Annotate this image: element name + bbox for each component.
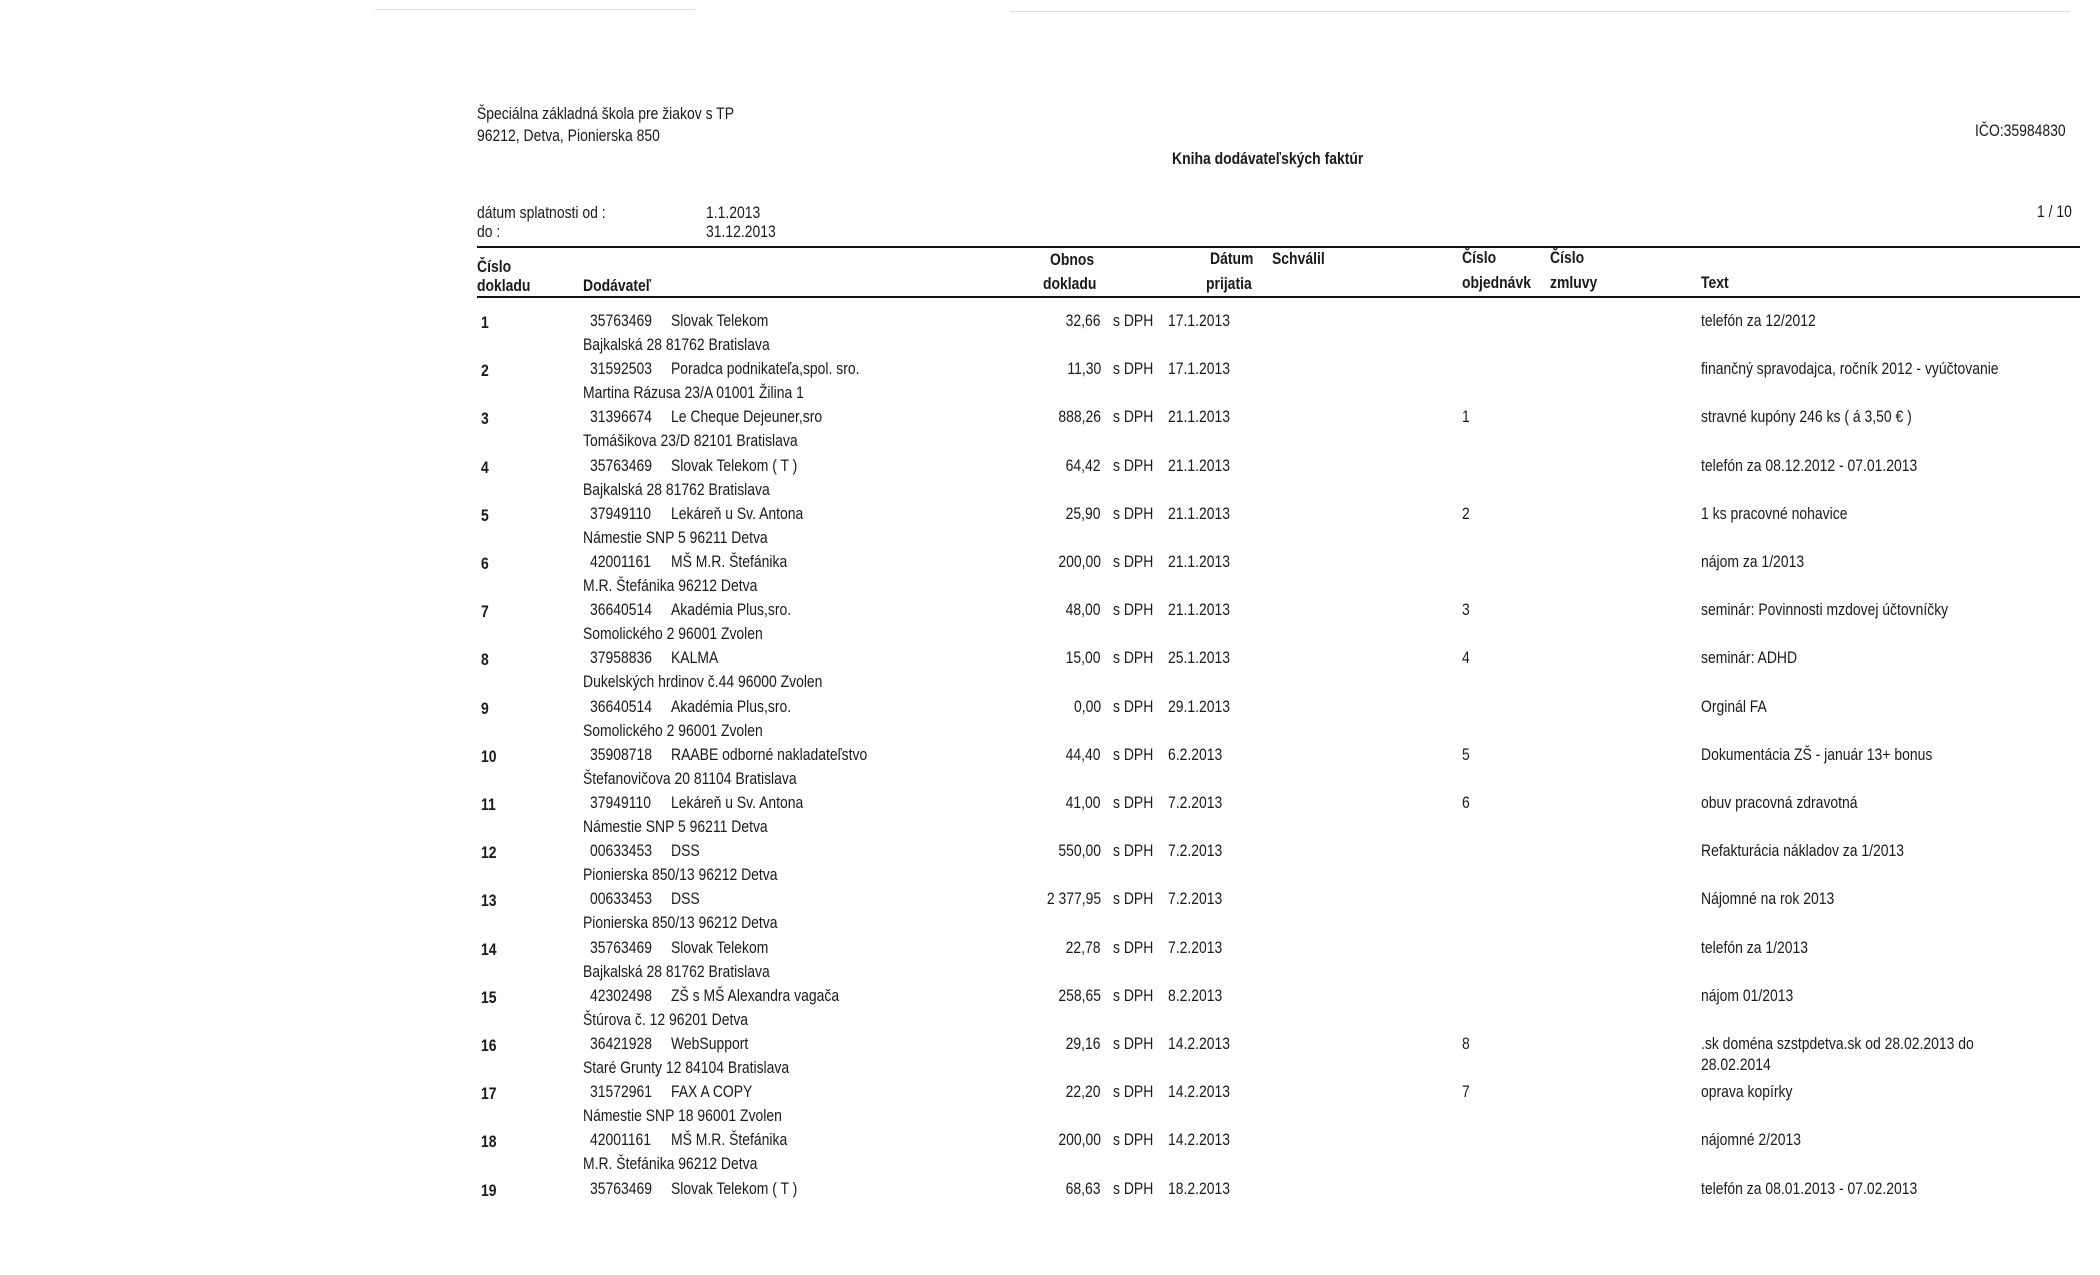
row-number: 6 — [481, 554, 489, 573]
page-number: 1 / 10 — [2037, 202, 2072, 221]
row-number: 1 — [481, 313, 489, 332]
amount: 258,65 — [1058, 986, 1101, 1005]
receipt-date: 21.1.2013 — [1168, 407, 1231, 426]
receipt-date: 25.1.2013 — [1168, 648, 1231, 667]
supplier-ico: 35763469 — [590, 938, 653, 957]
description-text: Orginál FA — [1701, 697, 1767, 716]
supplier-address: Pionierska 850/13 96212 Detva — [583, 913, 778, 932]
vat-flag: s DPH — [1113, 407, 1154, 426]
receipt-date: 8.2.2013 — [1168, 986, 1223, 1005]
supplier-address: Dukelských hrdinov č.44 96000 Zvolen — [583, 672, 823, 691]
scan-artifact-line — [1010, 11, 2070, 12]
description-text: nájomné 2/2013 — [1701, 1130, 1801, 1149]
amount: 200,00 — [1058, 1130, 1101, 1149]
supplier-address: Martina Rázusa 23/A 01001 Žilina 1 — [583, 383, 804, 402]
amount: 0,00 — [1073, 697, 1101, 716]
supplier-name: Le Cheque Dejeuner,sro — [671, 407, 823, 426]
description-text: Refakturácia nákladov za 1/2013 — [1701, 841, 1905, 860]
supplier-name: Slovak Telekom ( T ) — [671, 456, 798, 475]
supplier-name: Akadémia Plus,sro. — [671, 600, 792, 619]
supplier-address: Štúrova č. 12 96201 Detva — [583, 1010, 749, 1029]
supplier-name: Lekáreň u Sv. Antona — [671, 793, 804, 812]
receipt-date: 14.2.2013 — [1168, 1130, 1231, 1149]
receipt-date: 21.1.2013 — [1168, 456, 1231, 475]
supplier-ico: 31396674 — [590, 407, 653, 426]
amount: 200,00 — [1058, 552, 1101, 571]
page-title: Kniha dodávateľských faktúr — [1172, 149, 1364, 168]
vat-flag: s DPH — [1113, 504, 1154, 523]
row-number: 15 — [481, 988, 497, 1007]
amount: 11,30 — [1067, 359, 1101, 378]
amount: 22,78 — [1066, 938, 1101, 957]
description-text: nájom 01/2013 — [1701, 986, 1794, 1005]
amount: 15,00 — [1066, 648, 1101, 667]
vat-flag: s DPH — [1113, 1130, 1154, 1149]
col-header-dokladu: dokladu — [477, 276, 531, 295]
supplier-name: Slovak Telekom ( T ) — [671, 1179, 798, 1198]
amount: 29,16 — [1066, 1034, 1101, 1053]
supplier-ico: 37949110 — [590, 793, 651, 812]
vat-flag: s DPH — [1113, 456, 1154, 475]
supplier-address: M.R. Štefánika 96212 Detva — [583, 576, 758, 595]
col-header-objednavk: objednávk — [1462, 273, 1531, 292]
order-number: 1 — [1462, 407, 1470, 426]
supplier-ico: 00633453 — [590, 889, 653, 908]
row-number: 7 — [481, 602, 489, 621]
receipt-date: 7.2.2013 — [1168, 793, 1223, 812]
supplier-name: Akadémia Plus,sro. — [671, 697, 792, 716]
col-header-cislo: Číslo — [477, 257, 512, 276]
col-header-dodavatel: Dodávateľ — [583, 276, 652, 295]
description-text: seminár: Povinnosti mzdovej účtovníčky — [1701, 600, 1949, 619]
col-header-obnos: Obnos — [1050, 250, 1095, 269]
school-name: Špeciálna základná škola pre žiakov s TP — [477, 104, 735, 123]
description-text: stravné kupóny 246 ks ( á 3,50 € ) — [1701, 407, 1912, 426]
amount: 48,00 — [1066, 600, 1101, 619]
receipt-date: 6.2.2013 — [1168, 745, 1223, 764]
col-header-obnos-dokladu: dokladu — [1043, 274, 1097, 293]
receipt-date: 21.1.2013 — [1168, 552, 1231, 571]
description-text: telefón za 08.01.2013 - 07.02.2013 — [1701, 1179, 1918, 1198]
supplier-name: Poradca podnikateľa,spol. sro. — [671, 359, 860, 378]
supplier-name: MŠ M.R. Štefánika — [671, 1130, 788, 1149]
vat-flag: s DPH — [1113, 1034, 1154, 1053]
vat-flag: s DPH — [1113, 359, 1154, 378]
supplier-name: RAABE odborné nakladateľstvo — [671, 745, 868, 764]
receipt-date: 14.2.2013 — [1168, 1082, 1231, 1101]
row-number: 19 — [481, 1181, 497, 1200]
supplier-name: DSS — [671, 841, 700, 860]
amount: 888,26 — [1058, 407, 1101, 426]
supplier-ico: 00633453 — [590, 841, 653, 860]
receipt-date: 17.1.2013 — [1168, 311, 1231, 330]
supplier-name: Lekáreň u Sv. Antona — [671, 504, 804, 523]
receipt-date: 18.2.2013 — [1168, 1179, 1231, 1198]
supplier-ico: 31592503 — [590, 359, 653, 378]
col-header-prijatia: prijatia — [1206, 274, 1252, 293]
supplier-ico: 42302498 — [590, 986, 653, 1005]
row-number: 2 — [481, 361, 489, 380]
row-number: 5 — [481, 506, 489, 525]
row-number: 11 — [481, 795, 496, 814]
supplier-ico: 35763469 — [590, 311, 653, 330]
supplier-name: KALMA — [671, 648, 719, 667]
supplier-name: MŠ M.R. Štefánika — [671, 552, 788, 571]
amount: 550,00 — [1058, 841, 1101, 860]
receipt-date: 7.2.2013 — [1168, 889, 1223, 908]
school-address: 96212, Detva, Pionierska 850 — [477, 126, 660, 145]
col-header-cislo-zml: Číslo — [1550, 248, 1585, 267]
order-number: 5 — [1462, 745, 1470, 764]
supplier-ico: 35763469 — [590, 456, 653, 475]
supplier-ico: 35908718 — [590, 745, 653, 764]
supplier-address: Somolického 2 96001 Zvolen — [583, 721, 763, 740]
date-to-label: do : — [477, 222, 501, 241]
description-text: telefón za 12/2012 — [1701, 311, 1816, 330]
row-number: 14 — [481, 940, 497, 959]
supplier-address: M.R. Štefánika 96212 Detva — [583, 1154, 758, 1173]
row-number: 16 — [481, 1036, 497, 1055]
vat-flag: s DPH — [1113, 1082, 1154, 1101]
scan-artifact-line — [375, 9, 695, 10]
description-text: telefón za 08.12.2012 - 07.01.2013 — [1701, 456, 1918, 475]
order-number: 3 — [1462, 600, 1470, 619]
vat-flag: s DPH — [1113, 552, 1154, 571]
receipt-date: 7.2.2013 — [1168, 938, 1223, 957]
amount: 41,00 — [1066, 793, 1101, 812]
supplier-name: DSS — [671, 889, 700, 908]
vat-flag: s DPH — [1113, 745, 1154, 764]
vat-flag: s DPH — [1113, 311, 1154, 330]
supplier-address: Pionierska 850/13 96212 Detva — [583, 865, 778, 884]
supplier-ico: 37958836 — [590, 648, 653, 667]
description-text: oprava kopírky — [1701, 1082, 1793, 1101]
col-header-datum: Dátum — [1210, 249, 1254, 268]
supplier-ico: 31572961 — [590, 1082, 653, 1101]
supplier-name: Slovak Telekom — [671, 311, 769, 330]
amount: 32,66 — [1066, 311, 1101, 330]
row-number: 18 — [481, 1132, 497, 1151]
supplier-address: Somolického 2 96001 Zvolen — [583, 624, 763, 643]
supplier-ico: 42001161 — [590, 552, 651, 571]
row-number: 4 — [481, 458, 489, 477]
vat-flag: s DPH — [1113, 600, 1154, 619]
row-number: 12 — [481, 843, 497, 862]
supplier-ico: 35763469 — [590, 1179, 653, 1198]
date-from-value: 1.1.2013 — [706, 203, 761, 222]
date-to-value: 31.12.2013 — [706, 222, 776, 241]
header-top-rule — [477, 246, 2080, 248]
vat-flag: s DPH — [1113, 1179, 1154, 1198]
vat-flag: s DPH — [1113, 648, 1154, 667]
receipt-date: 21.1.2013 — [1168, 600, 1231, 619]
amount: 25,90 — [1066, 504, 1101, 523]
supplier-ico: 36640514 — [590, 697, 653, 716]
col-header-schvalil: Schválil — [1272, 249, 1325, 268]
receipt-date: 7.2.2013 — [1168, 841, 1223, 860]
vat-flag: s DPH — [1113, 889, 1154, 908]
order-number: 7 — [1462, 1082, 1470, 1101]
row-number: 9 — [481, 699, 489, 718]
receipt-date: 14.2.2013 — [1168, 1034, 1231, 1053]
receipt-date: 21.1.2013 — [1168, 504, 1231, 523]
row-number: 3 — [481, 409, 489, 428]
receipt-date: 17.1.2013 — [1168, 359, 1231, 378]
amount: 44,40 — [1066, 745, 1101, 764]
supplier-address: Staré Grunty 12 84104 Bratislava — [583, 1058, 790, 1077]
supplier-address: Bajkalská 28 81762 Bratislava — [583, 335, 770, 354]
header-bottom-rule — [477, 296, 2080, 298]
amount: 22,20 — [1066, 1082, 1101, 1101]
vat-flag: s DPH — [1113, 986, 1154, 1005]
col-header-cislo-obj: Číslo — [1462, 248, 1497, 267]
col-header-text: Text — [1701, 273, 1729, 292]
supplier-address: Námestie SNP 5 96211 Detva — [583, 528, 768, 547]
supplier-address: Tomášikova 23/D 82101 Bratislava — [583, 431, 798, 450]
order-number: 6 — [1462, 793, 1470, 812]
row-number: 10 — [481, 747, 497, 766]
description-text: 1 ks pracovné nohavice — [1701, 504, 1848, 523]
supplier-name: WebSupport — [671, 1034, 749, 1053]
supplier-name: FAX A COPY — [671, 1082, 753, 1101]
amount: 64,42 — [1066, 456, 1101, 475]
description-text: .sk doména szstpdetva.sk od 28.02.2013 do — [1701, 1034, 1974, 1053]
row-number: 17 — [481, 1084, 497, 1103]
supplier-ico: 36421928 — [590, 1034, 653, 1053]
vat-flag: s DPH — [1113, 793, 1154, 812]
order-number: 2 — [1462, 504, 1470, 523]
description-text: obuv pracovná zdravotná — [1701, 793, 1858, 812]
col-header-zmluvy: zmluvy — [1550, 273, 1598, 292]
description-text: nájom za 1/2013 — [1701, 552, 1805, 571]
receipt-date: 29.1.2013 — [1168, 697, 1231, 716]
description-text: Nájomné na rok 2013 — [1701, 889, 1835, 908]
description-text: finančný spravodajca, ročník 2012 - vyúčtovanie — [1701, 359, 1999, 378]
supplier-ico: 36640514 — [590, 600, 653, 619]
supplier-name: ZŠ s MŠ Alexandra vagača — [671, 986, 840, 1005]
order-number: 4 — [1462, 648, 1470, 667]
vat-flag: s DPH — [1113, 697, 1154, 716]
supplier-address: Bajkalská 28 81762 Bratislava — [583, 962, 770, 981]
supplier-name: Slovak Telekom — [671, 938, 769, 957]
vat-flag: s DPH — [1113, 841, 1154, 860]
ico-number: IČO:35984830 — [1975, 121, 2066, 140]
supplier-address: Námestie SNP 5 96211 Detva — [583, 817, 768, 836]
amount: 2 377,95 — [1046, 889, 1101, 908]
description-text-cont: 28.02.2014 — [1701, 1055, 1771, 1074]
supplier-address: Štefanovičova 20 81104 Bratislava — [583, 769, 797, 788]
description-text: Dokumentácia ZŠ - január 13+ bonus — [1701, 745, 1933, 764]
supplier-ico: 37949110 — [590, 504, 651, 523]
supplier-address: Námestie SNP 18 96001 Zvolen — [583, 1106, 782, 1125]
date-from-label: dátum splatnosti od : — [477, 203, 606, 222]
description-text: seminár: ADHD — [1701, 648, 1798, 667]
supplier-ico: 42001161 — [590, 1130, 651, 1149]
row-number: 8 — [481, 650, 489, 669]
vat-flag: s DPH — [1113, 938, 1154, 957]
description-text: telefón za 1/2013 — [1701, 938, 1808, 957]
order-number: 8 — [1462, 1034, 1470, 1053]
row-number: 13 — [481, 891, 497, 910]
supplier-address: Bajkalská 28 81762 Bratislava — [583, 480, 770, 499]
amount: 68,63 — [1066, 1179, 1101, 1198]
